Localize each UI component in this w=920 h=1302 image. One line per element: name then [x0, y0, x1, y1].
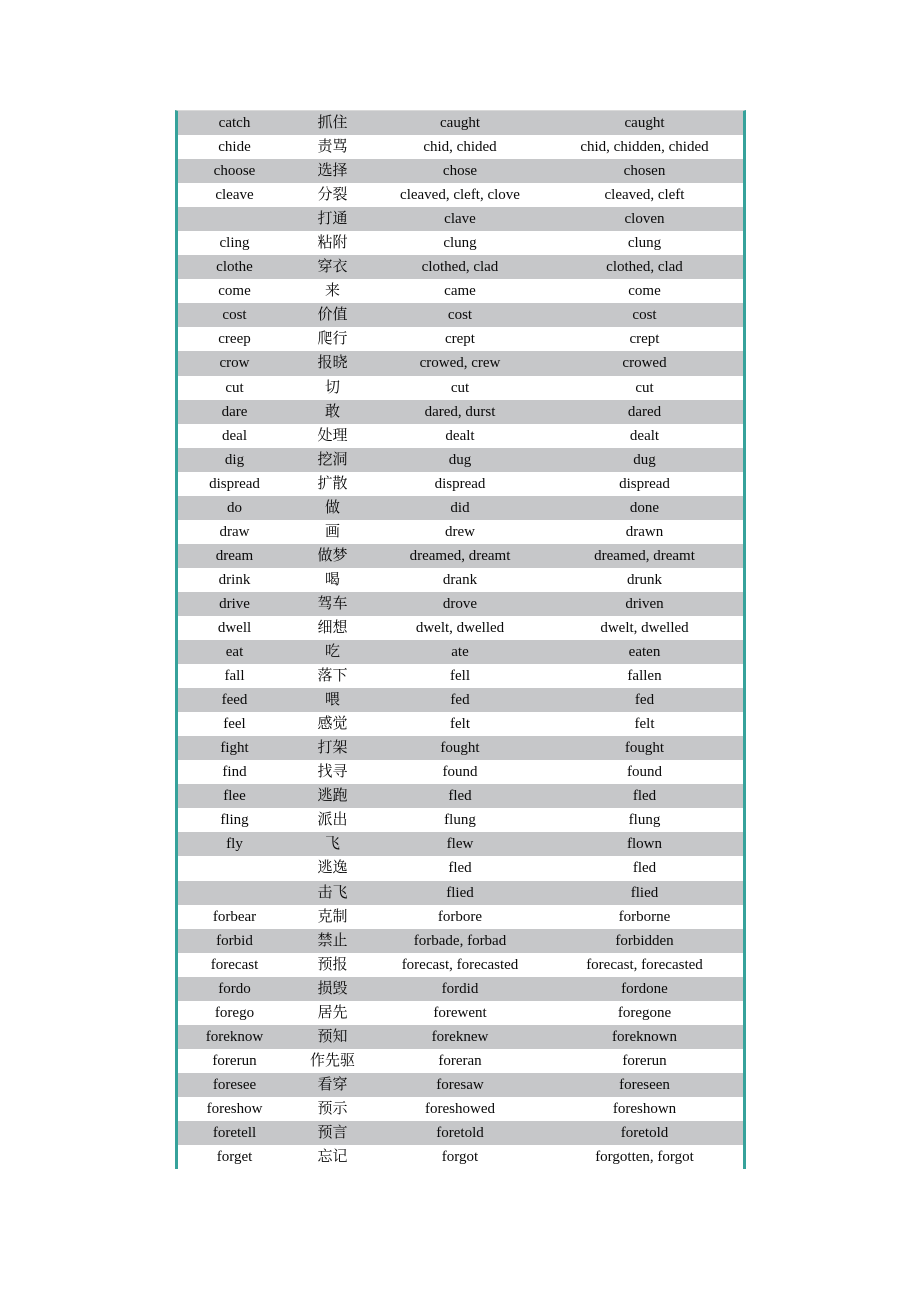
cell-base-form: chide — [218, 139, 251, 156]
cell-past-participle: dealt — [629, 427, 660, 444]
table-row — [178, 568, 743, 592]
cell-past-tense: fought — [440, 740, 480, 757]
cell-chinese-meaning: 预示 — [317, 1100, 348, 1117]
cell-base-form: forego — [214, 1004, 255, 1021]
irregular-verbs-table — [175, 110, 746, 1169]
table-row — [178, 376, 743, 400]
cell-base-form: eat — [225, 644, 244, 661]
cell-past-participle: drunk — [627, 571, 662, 588]
cell-past-tense: cleaved, cleft, clove — [400, 187, 520, 204]
cell-past-tense: flied — [446, 884, 474, 901]
cell-past-participle: flied — [630, 884, 659, 901]
cell-base-form: cling — [219, 235, 250, 252]
table-row — [178, 400, 743, 424]
cell-past-participle: come — [628, 283, 661, 300]
cell-past-tense: came — [444, 283, 476, 300]
cell-chinese-meaning: 打架 — [317, 740, 348, 757]
table-row — [178, 424, 743, 448]
cell-chinese-meaning: 选择 — [317, 163, 348, 180]
cell-past-participle: cost — [632, 307, 657, 324]
table-row — [178, 303, 743, 327]
cell-past-participle: drawn — [625, 523, 664, 540]
cell-chinese-meaning: 落下 — [317, 668, 348, 685]
cell-base-form: dare — [221, 403, 248, 420]
table-row — [178, 183, 743, 207]
cell-chinese-meaning: 粘附 — [317, 235, 348, 252]
cell-past-participle: fled — [632, 860, 657, 877]
table-row — [178, 929, 743, 953]
cell-past-tense: cost — [447, 307, 473, 324]
cell-chinese-meaning: 预言 — [317, 1124, 348, 1141]
cell-base-form: forbid — [216, 932, 253, 949]
cell-past-tense: forecast, forecasted — [401, 956, 519, 973]
cell-past-participle: cut — [635, 379, 654, 396]
cell-chinese-meaning: 价值 — [317, 307, 348, 324]
table-row — [178, 111, 743, 135]
cell-chinese-meaning: 报晓 — [317, 355, 348, 372]
cell-base-form: foresee — [212, 1076, 257, 1093]
cell-chinese-meaning: 预知 — [317, 1028, 348, 1045]
cell-chinese-meaning: 找寻 — [317, 764, 348, 781]
cell-past-participle: forecast, forecasted — [586, 956, 703, 973]
cell-base-form: drive — [219, 595, 250, 612]
cell-past-tense: drove — [442, 595, 478, 612]
table-row — [178, 712, 743, 736]
table-row — [178, 231, 743, 255]
cell-chinese-meaning: 挖洞 — [317, 451, 348, 468]
cell-past-participle: foreseen — [619, 1076, 670, 1093]
cell-past-participle: done — [629, 499, 660, 516]
cell-chinese-meaning: 责骂 — [317, 139, 348, 156]
cell-past-tense: found — [442, 764, 478, 781]
cell-past-tense: crowed, crew — [419, 355, 501, 372]
cell-past-participle: forborne — [618, 908, 671, 925]
cell-base-form: fordo — [218, 980, 251, 997]
cell-chinese-meaning: 损毁 — [317, 980, 348, 997]
cell-base-form: forecast — [210, 956, 259, 973]
table-row — [178, 207, 743, 231]
cell-past-tense: did — [450, 499, 470, 516]
cell-past-tense: foreran — [438, 1052, 482, 1069]
cell-past-participle: chosen — [623, 163, 666, 180]
cell-base-form: dwell — [217, 620, 252, 636]
table-row — [178, 448, 743, 472]
cell-chinese-meaning: 做梦 — [317, 547, 348, 564]
cell-past-participle: flung — [628, 812, 661, 829]
cell-past-tense: clave — [444, 211, 476, 228]
cell-past-participle: found — [627, 764, 662, 781]
cell-chinese-meaning: 击飞 — [317, 884, 348, 901]
cell-past-tense: fell — [450, 668, 470, 685]
cell-chinese-meaning: 飞 — [324, 836, 340, 853]
table-row — [178, 520, 743, 544]
cell-past-participle: caught — [624, 115, 665, 132]
table-row — [178, 1073, 743, 1097]
cell-chinese-meaning: 逃跑 — [317, 788, 348, 805]
table-row — [178, 881, 743, 905]
cell-base-form: choose — [213, 163, 256, 180]
cell-chinese-meaning: 来 — [324, 283, 340, 300]
table-row — [178, 159, 743, 183]
cell-base-form: dispread — [209, 475, 260, 492]
cell-base-form: fly — [226, 836, 243, 853]
cell-past-tense: drew — [445, 523, 475, 540]
cell-chinese-meaning: 感觉 — [317, 716, 348, 733]
cell-past-tense: forbore — [437, 908, 483, 925]
cell-base-form: foreknow — [205, 1028, 264, 1045]
cell-base-form: dream — [215, 547, 254, 564]
cell-base-form: crow — [219, 355, 250, 372]
cell-base-form: draw — [219, 523, 250, 540]
cell-past-participle: fed — [634, 692, 655, 709]
table-row — [178, 592, 743, 616]
cell-past-tense: dared, durst — [424, 403, 496, 420]
table-row — [178, 255, 743, 279]
cell-chinese-meaning: 派出 — [317, 812, 348, 829]
cell-chinese-meaning: 扩散 — [317, 475, 348, 492]
table-row — [178, 279, 743, 303]
table-row — [178, 544, 743, 568]
cell-chinese-meaning: 做 — [324, 499, 340, 516]
cell-base-form: drink — [218, 571, 251, 588]
cell-base-form: flee — [223, 788, 246, 805]
cell-base-form: fling — [220, 812, 249, 829]
cell-past-participle: clothed, clad — [606, 259, 683, 276]
cell-past-tense: chid, chided — [423, 139, 497, 156]
cell-chinese-meaning: 打通 — [317, 211, 348, 228]
cell-past-tense: fled — [448, 788, 472, 805]
cell-past-participle: dwelt, dwelled — [600, 620, 689, 636]
cell-past-participle: flown — [627, 836, 662, 853]
cell-base-form: fight — [220, 740, 249, 757]
table-row — [178, 1049, 743, 1073]
cell-chinese-meaning: 吃 — [324, 644, 340, 661]
cell-base-form: do — [227, 499, 242, 516]
cell-base-form: forbear — [212, 908, 257, 925]
table-row — [178, 640, 743, 664]
cell-past-tense: forbade, forbad — [413, 932, 507, 949]
table-row — [178, 664, 743, 688]
cell-chinese-meaning: 画 — [324, 523, 340, 540]
cell-base-form: dig — [224, 451, 245, 468]
cell-past-participle: forgotten, forgot — [595, 1149, 694, 1166]
table-row — [178, 496, 743, 520]
table-row — [178, 688, 743, 712]
cell-past-tense: felt — [450, 716, 470, 733]
table-row — [178, 327, 743, 351]
cell-past-participle: fought — [624, 740, 665, 757]
cell-base-form: catch — [218, 115, 251, 132]
cell-past-tense: foresaw — [436, 1076, 484, 1093]
cell-chinese-meaning: 细想 — [317, 620, 348, 636]
cell-chinese-meaning: 忘记 — [317, 1149, 348, 1166]
table-row — [178, 905, 743, 929]
cell-past-participle: foreshown — [612, 1100, 677, 1117]
cell-base-form: cleave — [215, 187, 254, 204]
cell-past-tense: ate — [451, 644, 469, 661]
table-row — [178, 135, 743, 159]
table-row — [178, 1121, 743, 1145]
cell-past-tense: flung — [444, 812, 476, 829]
cell-base-form: clothe — [216, 259, 253, 276]
table-row — [178, 856, 743, 880]
cell-past-tense: cut — [450, 379, 470, 396]
cell-past-tense: fordid — [441, 980, 479, 997]
cell-chinese-meaning: 居先 — [317, 1004, 348, 1021]
table-row — [178, 616, 743, 640]
cell-base-form: feed — [221, 692, 248, 709]
cell-past-participle: driven — [625, 595, 664, 612]
cell-chinese-meaning: 看穿 — [317, 1076, 348, 1093]
cell-past-tense: chose — [442, 163, 478, 180]
cell-past-participle: foretold — [620, 1124, 669, 1141]
cell-chinese-meaning: 切 — [324, 379, 340, 396]
cell-past-participle: cloven — [624, 211, 665, 228]
cell-past-participle: forbidden — [615, 932, 674, 949]
table-row — [178, 953, 743, 977]
table-row — [178, 1025, 743, 1049]
cell-chinese-meaning: 敢 — [324, 403, 340, 420]
table-row — [178, 760, 743, 784]
cell-past-participle: crept — [629, 331, 660, 348]
table-row — [178, 1097, 743, 1121]
cell-base-form: feel — [223, 716, 246, 733]
cell-past-tense: clothed, clad — [421, 259, 499, 276]
cell-chinese-meaning: 驾车 — [317, 595, 348, 612]
cell-base-form: cut — [225, 379, 244, 396]
cell-past-tense: dreamed, dreamt — [409, 547, 511, 564]
cell-past-participle: dug — [633, 451, 656, 468]
cell-past-participle: felt — [634, 716, 655, 733]
table-row — [178, 784, 743, 808]
table-row — [178, 1145, 743, 1169]
table-row — [178, 351, 743, 375]
cell-past-tense: flew — [446, 836, 474, 853]
cell-past-tense: dealt — [445, 427, 475, 444]
cell-chinese-meaning: 喝 — [324, 571, 340, 588]
cell-past-tense: dug — [448, 451, 472, 468]
table-row — [178, 977, 743, 1001]
cell-past-tense: dwelt, dwelled — [415, 620, 505, 636]
cell-past-participle: dreamed, dreamt — [594, 547, 695, 564]
cell-past-participle: chid, chidden, chided — [580, 139, 709, 156]
cell-past-tense: foretold — [436, 1124, 484, 1141]
cell-past-tense: foreshowed — [425, 1100, 495, 1117]
cell-past-tense: fled — [448, 860, 472, 877]
cell-base-form: creep — [218, 331, 251, 348]
cell-chinese-meaning: 抓住 — [317, 115, 348, 132]
cell-chinese-meaning: 禁止 — [317, 932, 348, 949]
cell-base-form: foreshow — [206, 1100, 263, 1117]
table-row — [178, 808, 743, 832]
cell-past-participle: eaten — [628, 644, 661, 661]
cell-base-form: forerun — [212, 1052, 257, 1069]
cell-past-tense: clung — [443, 235, 477, 252]
cell-past-participle: foreknown — [612, 1028, 677, 1045]
cell-base-form: forget — [216, 1149, 253, 1166]
cell-past-participle: fled — [632, 788, 657, 805]
cell-past-tense: crept — [445, 331, 475, 348]
cell-past-participle: clung — [627, 235, 662, 252]
cell-base-form: come — [218, 283, 251, 300]
cell-past-participle: fallen — [627, 668, 662, 685]
cell-past-participle: foregone — [617, 1004, 672, 1021]
cell-chinese-meaning: 爬行 — [317, 331, 348, 348]
cell-base-form: cost — [222, 307, 247, 324]
cell-chinese-meaning: 逃逸 — [317, 860, 348, 877]
cell-past-participle: crowed — [622, 355, 667, 372]
cell-past-participle: dispread — [619, 475, 670, 492]
cell-past-tense: caught — [440, 115, 480, 132]
cell-chinese-meaning: 分裂 — [317, 187, 348, 204]
cell-chinese-meaning: 预报 — [317, 956, 348, 973]
cell-chinese-meaning: 克制 — [317, 908, 348, 925]
cell-past-tense: dispread — [434, 475, 486, 492]
cell-chinese-meaning: 作先驱 — [309, 1052, 355, 1069]
table-row — [178, 736, 743, 760]
cell-chinese-meaning: 穿衣 — [317, 259, 348, 276]
table-row — [178, 832, 743, 856]
cell-past-tense: drank — [442, 571, 478, 588]
cell-past-tense: foreknew — [431, 1028, 489, 1045]
cell-past-participle: dared — [627, 403, 662, 420]
cell-base-form: foretell — [212, 1124, 257, 1141]
cell-base-form: find — [222, 764, 247, 781]
cell-base-form: deal — [222, 427, 247, 444]
cell-chinese-meaning: 喂 — [324, 692, 340, 709]
cell-base-form: fall — [224, 668, 245, 685]
cell-past-participle: forerun — [622, 1052, 667, 1069]
cell-past-participle: fordone — [621, 980, 668, 997]
cell-past-tense: forgot — [441, 1149, 479, 1166]
cell-past-tense: forewent — [433, 1004, 487, 1021]
cell-past-tense: fed — [450, 692, 470, 709]
table-row — [178, 1001, 743, 1025]
cell-chinese-meaning: 处理 — [317, 427, 348, 444]
cell-past-participle: cleaved, cleft — [604, 187, 685, 204]
table-row — [178, 472, 743, 496]
